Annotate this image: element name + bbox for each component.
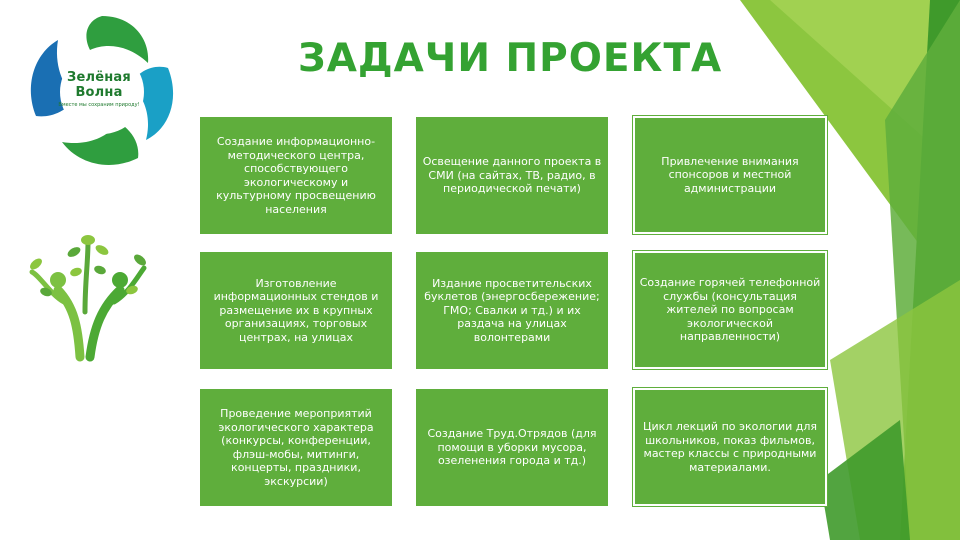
logo-slogan: Вместе мы сохраним природу! xyxy=(58,102,140,108)
eco-people-tree-illustration xyxy=(28,232,148,362)
tree-leaf xyxy=(66,245,82,259)
task-cell xyxy=(416,252,608,369)
task-cell xyxy=(416,389,608,506)
tree-leaf xyxy=(94,243,110,257)
tree-leaf xyxy=(132,252,148,267)
task-text: Освещение данного проекта в СМИ (на сайтах, ТВ, радио, в периодической печати) xyxy=(422,155,602,196)
tree-leaf xyxy=(81,235,95,245)
slide-title: ЗАДАЧИ ПРОЕКТА xyxy=(298,36,723,81)
tree-trunk xyxy=(85,242,88,312)
task-text: Издание просветительских буклетов (энергосбережение; ГМО; Свалки и тд.) и их раздача на улицах волонтерами xyxy=(424,276,600,344)
task-text: Проведение мероприятий экологического характера (конкурсы, конференции, флэш-мобы, митинги, концерты, праздники, экскурсии) xyxy=(218,407,374,488)
task-cell xyxy=(416,117,608,234)
logo-text xyxy=(44,70,154,108)
task-text: Создание Труд.Отрядов (для помощи в уборки мусора, озеленения города и тд.) xyxy=(427,427,597,468)
task-cell xyxy=(200,117,392,234)
task-text: Создание информационно-методического центра, способствующего экологическому и культурному просвещению населения xyxy=(216,135,376,216)
logo-name: Зелёная Волна xyxy=(67,70,131,100)
task-text: Привлечение внимания спонсоров и местной администрации xyxy=(661,154,799,195)
task-cell xyxy=(632,115,828,235)
task-cell xyxy=(200,389,392,506)
tree-leaf xyxy=(69,266,83,278)
tree-figure-right-head xyxy=(112,272,128,288)
tree-figure-left-head xyxy=(50,272,66,288)
task-text: Изготовление информационных стендов и размещение их в крупных организациях, торговых центрах, на улицах xyxy=(213,276,379,344)
task-text: Цикл лекций по экологии для школьников, показ фильмов, мастер классы с природными материалами. xyxy=(642,420,817,474)
task-cell xyxy=(632,250,828,370)
task-cell xyxy=(200,252,392,369)
task-text: Создание горячей телефонной службы (консультация жителей по вопросам экологической направленности) xyxy=(639,276,821,344)
tree-leaf xyxy=(28,256,44,271)
task-cell xyxy=(632,387,828,507)
tree-leaf xyxy=(93,264,107,276)
